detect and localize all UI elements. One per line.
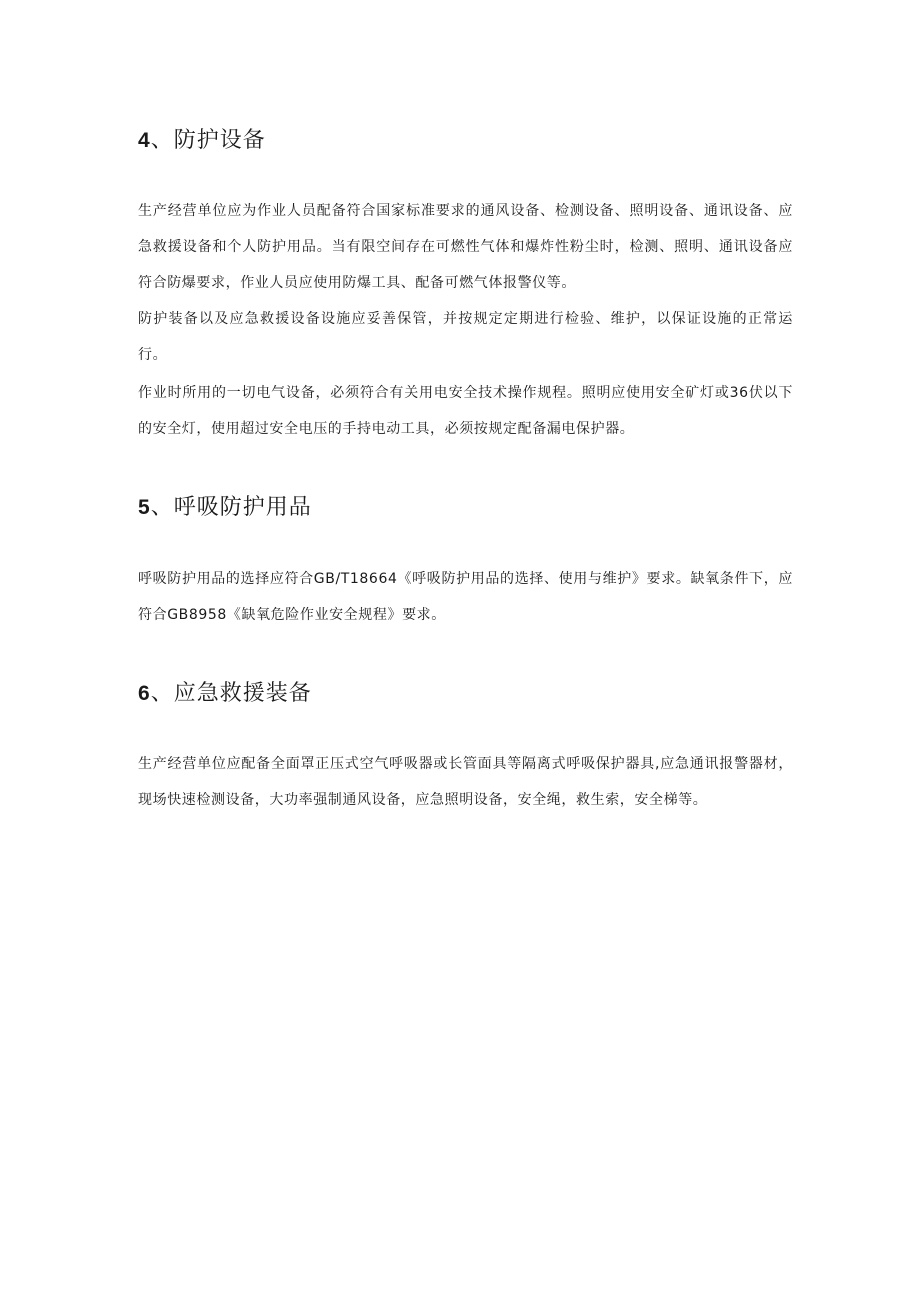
paragraph: 作业时所用的一切电气设备，必须符合有关用电安全技术操作规程。照明应使用安全矿灯或36伏以下的安全灯，使用超过安全电压的手持电动工具，必须按规定配备漏电保护器。 xyxy=(138,385,793,437)
section-separator: 、 xyxy=(150,681,174,706)
section-heading xyxy=(138,126,266,156)
section-title: 呼吸防护用品 xyxy=(173,495,312,520)
section-separator: 、 xyxy=(150,128,174,153)
paragraph: 防护装备以及应急救援设备设施应妥善保管，并按规定定期进行检验、维护，以保证设施的正常运行。 xyxy=(138,311,793,363)
section-heading xyxy=(138,493,312,523)
section-separator: 、 xyxy=(150,495,174,520)
section-number: 5 xyxy=(138,496,151,519)
section-number: 4 xyxy=(138,129,151,152)
paragraph: 生产经营单位应配备全面罩正压式空气呼吸器或长管面具等隔离式呼吸保护器具,应急通讯报警器材，现场快速检测设备，大功率强制通风设备，应急照明设备，安全绳，救生索，安全梯等。 xyxy=(138,756,793,808)
section-title: 防护设备 xyxy=(173,128,266,153)
paragraph: 生产经营单位应为作业人员配备符合国家标准要求的通风设备、检测设备、照明设备、通讯设备、应急救援设备和个人防护用品。当有限空间存在可燃性气体和爆炸性粉尘时，检测、照明、通讯设备应符合防爆要求，作业人员应使用防爆工具、配备可燃气体报警仪等。 xyxy=(138,203,793,291)
paragraph: 呼吸防护用品的选择应符合GB/T18664《呼吸防护用品的选择、使用与维护》要求。缺氧条件下，应符合GB8958《缺氧危险作业安全规程》要求。 xyxy=(138,571,793,623)
section-title: 应急救援装备 xyxy=(173,681,312,706)
section-number: 6 xyxy=(138,682,151,705)
section-heading xyxy=(138,679,312,709)
